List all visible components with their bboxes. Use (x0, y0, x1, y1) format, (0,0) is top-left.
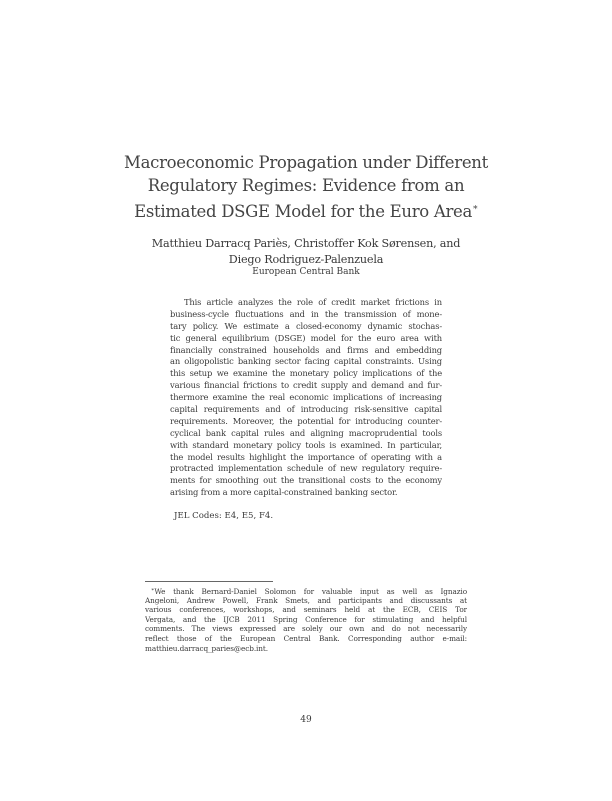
footnote-email[interactable]: matthieu.darracq_paries@ecb.int. (145, 643, 268, 653)
abstract (170, 297, 442, 499)
abstract-line: capital requirements and of introducing risk-sensitive capital (170, 404, 442, 415)
author-list (120, 236, 492, 267)
abstract-line: various financial frictions to credit supply and demand and fur- (170, 380, 442, 391)
footnote (145, 586, 467, 653)
footnote-line: various conferences, workshops, and seminars held at the ECB, CEIS Tor (145, 605, 467, 615)
abstract-line: This article analyzes the role of credit market frictions in (184, 297, 442, 307)
footnote-mark: ∗ (151, 587, 155, 593)
abstract-line: thermore examine the real economic implications of increasing (170, 392, 442, 403)
title-line: Macroeconomic Propagation under Different (124, 153, 488, 172)
abstract-line: with standard monetary policy tools is examined. In particular, (170, 439, 442, 450)
abstract-line: protracted implementation schedule of new regulatory require- (170, 463, 442, 474)
abstract-line: the model results highlight the importance of operating with a (170, 451, 442, 462)
title-footnote-mark[interactable]: ∗ (472, 203, 478, 213)
title-line: Regulatory Regimes: Evidence from an (147, 176, 465, 195)
footnote-line-text: We thank Bernard-Daniel Solomon for valuable input as well as Ignazio (154, 587, 467, 596)
jel-codes: JEL Codes: E4, E5, F4. (174, 511, 274, 521)
author-line: Matthieu Darracq Pariès, Christoffer Kok Sørensen, and (151, 237, 461, 250)
footnote-line (145, 586, 467, 596)
page-number: 49 (300, 715, 312, 725)
footnote-rule (145, 581, 273, 582)
abstract-line: requirements. Moreover, the potential for introducing counter- (170, 415, 442, 426)
abstract-line: ments for smoothing out the transitional costs to the economy (170, 475, 442, 486)
abstract-line: tary policy. We estimate a closed-economy dynamic stochas- (170, 320, 442, 331)
author-line: Diego Rodriguez-Palenzuela (228, 252, 384, 266)
footnote-line: reflect those of the European Central Bank. Corresponding author e-mail: (145, 633, 467, 643)
paper-title (100, 151, 512, 223)
title-line-text: Estimated DSGE Model for the Euro Area (134, 202, 473, 221)
abstract-line: financially constrained households and firms and embedding (170, 344, 442, 355)
footnote-line: Vergata, and the IJCB 2011 Spring Conference for stimulating and helpful (145, 614, 467, 624)
footnote-line: Angeloni, Andrew Powell, Frank Smets, and participants and discussants at (145, 595, 467, 605)
title-line (100, 197, 512, 223)
abstract-line: cyclical bank capital rules and aligning macroprudential tools (170, 427, 442, 438)
abstract-line: business-cycle fluctuations and in the transmission of mone- (170, 308, 442, 319)
abstract-line: arising from a more capital-constrained banking sector. (170, 487, 398, 498)
abstract-line: an oligopolistic banking sector facing capital constraints. Using (170, 356, 442, 367)
abstract-line: tic general equilibrium (DSGE) model for the euro area with (170, 332, 442, 343)
footnote-line: comments. The views expressed are solely our own and do not necessarily (145, 624, 467, 634)
abstract-line: this setup we examine the monetary policy implications of the (170, 368, 442, 379)
affiliation: European Central Bank (252, 267, 360, 277)
